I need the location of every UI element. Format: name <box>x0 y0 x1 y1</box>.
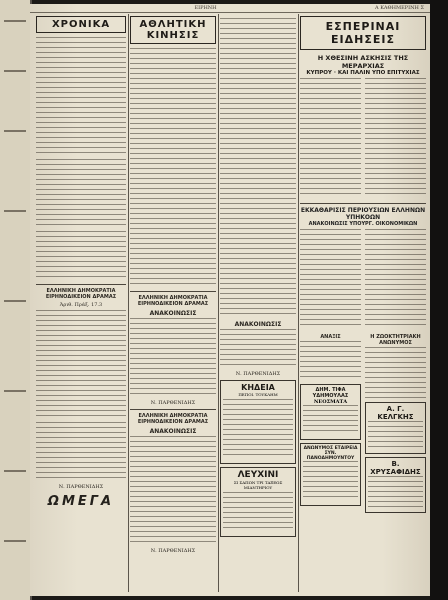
signature: Ν. ΠΑΡΘΕΝΙΔΗΣ <box>58 484 104 490</box>
newspaper-page <box>30 4 430 596</box>
running-head <box>30 4 430 13</box>
headline-2: ΚΥΠΡΟΥ · ΚΑΙ ΠΑΛΙΝ ΥΠΟ ΕΠΙΤΥΧΙΑΣ <box>306 70 420 76</box>
notice2-title: ΕΛΛΗΝΙΚΗ ΔΗΜΟΚΡΑΤΙΑ ΕΙΡΗΝΟΔΙΚΕΙΟΝ ΔΡΑΜΑΣ <box>137 413 209 425</box>
previous-page-edge <box>0 0 32 600</box>
running-head-right: Α ΚΑΘΗΜΕΡΙΝΗ Σ <box>375 5 424 11</box>
column-title-evening-news: ΕΣΠΕΡΙΝΑΙ ΕΙΔΗΣΕΙΣ <box>300 16 426 50</box>
notice1-head: ΑΝΑΚΟΙΝΩΣΙΣ <box>149 310 197 317</box>
omega-logo: ΩΜΕΓΑ <box>47 494 115 509</box>
ad-kelgkis: Α. Γ. ΚΕΛΓΚΗΣ <box>365 402 426 454</box>
notice-signature: Ν. ΠΑΡΘΕΝΙΔΗΣ <box>235 371 281 377</box>
notice1-signature: Ν. ΠΑΡΘΕΝΙΔΗΣ <box>150 400 196 406</box>
soap-ad <box>220 467 296 537</box>
notice2-signature: Ν. ΠΑΡΘΕΝΙΔΗΣ <box>150 548 196 554</box>
column3-text <box>220 18 296 318</box>
funeral-sub: ΠΕΠΟΙ. ΤΟΥΚΛΗΜ <box>238 392 278 397</box>
notice-text <box>36 422 126 482</box>
column-athletics <box>130 14 216 592</box>
soap-ad-sub: ΣΙ ΣΑΠΩΝ ΤΡΙ ΤΑΞΕΩΣ ΜΙΑΝΤΗΡΙΟΥ <box>233 480 283 490</box>
chronika-text-block <box>36 231 126 281</box>
section2-text-left <box>300 229 361 329</box>
column-three <box>220 14 296 592</box>
funeral-title: ΚΗΔΕΙΑ <box>241 383 275 392</box>
ad-tifa: ΔΗΜ. ΤΙΦΑ ΥΔΗΜΟΥΛΑΣ ΝΕΟΣΜΑΤΑ <box>300 384 361 440</box>
column-title-chronika: ΧΡΟΝΙΚΑ <box>36 16 126 33</box>
section2-sub: ΑΝΑΚΟΙΝΩΣΙΣ ΥΠΟΥΡΓ. ΟΙΚΟΝΟΜΙΚΩΝ <box>308 221 418 227</box>
notice-head: ΑΝΑΚΟΙΝΩΣΙΣ <box>234 321 282 328</box>
news-text-left <box>300 78 361 198</box>
dark-margin <box>430 0 448 600</box>
funeral-notice <box>220 380 296 464</box>
notice-ref: Άριθ. Πράξ. 17.3 <box>59 302 103 308</box>
notice1-text <box>130 318 216 398</box>
notice2-head: ΑΝΑΚΟΙΝΩΣΙΣ <box>149 428 197 435</box>
headline-1: Η ΧΘΕΣΙΝΗ ΑΣΚΗΣΙΣ ΤΗΣ ΜΕΡΑΡΧΙΑΣ <box>317 54 409 70</box>
anaxosis: ΑΝΑΞΙΣ <box>320 334 341 340</box>
notice2-text <box>130 436 216 546</box>
ad-company: ΑΝΩΝΥΜΟΣ ΕΤΑΙΡΕΙΑ ΣΥΝ. ΠΑΝΟΔΗΜΟΥΝΤΟΥ <box>300 443 361 506</box>
column-evening-news <box>300 14 426 592</box>
column-chronika <box>36 14 126 592</box>
chronika-text-block <box>36 37 126 157</box>
ad-chrysafidis: Β. ΧΡΥΣΑΦΙΔΗΣ <box>365 457 426 513</box>
athletics-text <box>130 48 216 288</box>
section2-text-right <box>365 229 426 329</box>
chronika-text-block <box>36 159 126 229</box>
wanted-head: Η ΖΩΟΚΤΗΤΡΙΑΚΗ ΑΝΩΝΥΜΟΣ <box>370 334 421 346</box>
ads-right <box>365 331 426 516</box>
notice-text <box>220 329 296 369</box>
news-text-right <box>365 78 426 198</box>
column-title-athletics: ΑΘΛΗΤΙΚΗ ΚΙΝΗΣΙΣ <box>130 16 216 44</box>
ads-left <box>300 331 361 516</box>
running-head-center: ΕΙΡΗΝΗ <box>194 5 217 11</box>
notice-title: ΕΛΛΗΝΙΚΗ ΔΗΜΟΚΡΑΤΙΑ ΕΙΡΗΝΟΔΙΚΕΙΟΝ ΔΡΑΜΑΣ <box>45 288 117 300</box>
notice1-title: ΕΛΛΗΝΙΚΗ ΔΗΜΟΚΡΑΤΙΑ ΕΙΡΗΝΟΔΙΚΕΙΟΝ ΔΡΑΜΑΣ <box>137 295 209 307</box>
section2-title: ΕΚΚΑΘΑΡΙΣΙΣ ΠΕΡΙΟΥΣΙΩΝ ΕΛΛΗΝΩΝ ΥΠΗΚΟΩΝ <box>300 207 426 221</box>
soap-ad-title: ΛΕΥΧΙΝΙ <box>237 470 279 480</box>
notice-text <box>36 310 126 420</box>
